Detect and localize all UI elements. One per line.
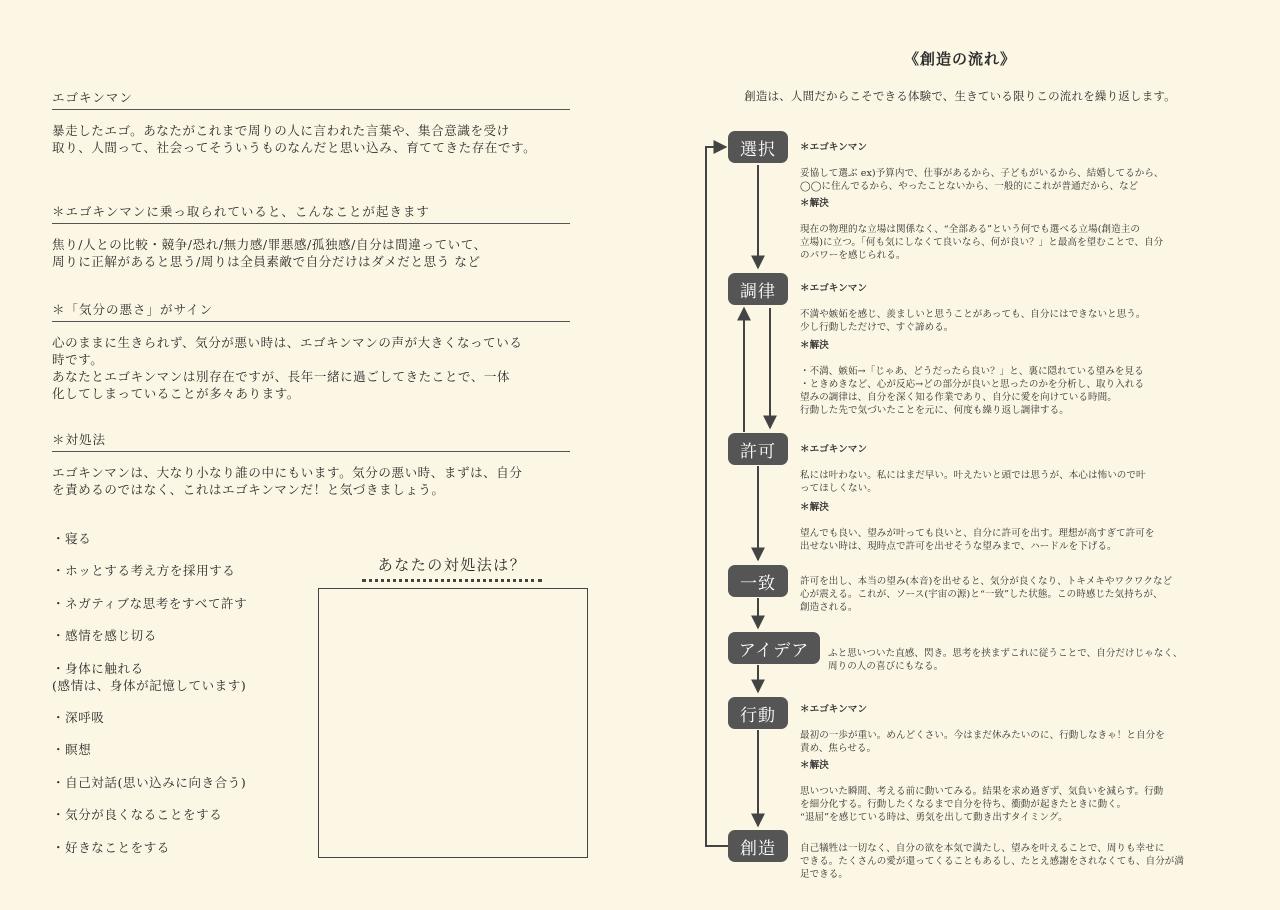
ego-tag: ＊エゴキンマン — [800, 283, 868, 294]
desc-text: 最初の一歩が重い。めんどくさい。今はまだ休みたいのに、行動しなきゃ！と自分を 責め、焦らせる。 — [800, 730, 1165, 754]
allow-solution-desc — [800, 488, 1240, 553]
select-solution-desc — [800, 184, 1240, 262]
tune-solution-desc — [800, 326, 1240, 417]
desc-text: 妥協して選ぶ ex)予算内で、仕事があるから、子どもがいるから、結婚してるから、 ◯◯に住んでるから、やったことないから、一般的にこれが普通だから、など — [800, 168, 1164, 192]
desc-text: 自己犠牲は一切なく、自分の欲を本気で満たし、望みを叶えることで、周りも幸せに できる。たくさんの愛が還ってくることもあるし、たとえ感謝をされなくても、自分が満 足できる。 — [800, 843, 1185, 880]
desc-text: ・不満、嫉妬→「じゃあ、どうだったら良い？」と、裏に隠れている望みを見る ・ときめきなど、心が反応→どの部分が良いと思ったのかを分析し、取り入れる 望みの調律は、自分を深く知る作業であり、自分に愛を向けている時間。 行動した先で気づいたことを元に、何度も繰り返し調律する。 — [800, 366, 1145, 416]
tune-ego-desc — [800, 269, 1240, 334]
flow-subtitle: 創造は、人間だからこそできる体験で、生きている限りこの流れを繰り返します。 — [744, 89, 1176, 103]
ego-tag: ＊エゴキンマン — [800, 444, 868, 455]
desc-text: 許可を出し、本当の望み(本音)を出せると、気分が良くなり、トキメキやワクワクなど 心が震える。これが、ソース(宇宙の源)と“一致”した状態。この時感じた気持ちが、 創造される。 — [800, 576, 1173, 613]
loop-arrow — [706, 147, 728, 846]
answer-box-title: あなたの対処法は？ — [362, 554, 542, 582]
coping-heading: ＊対処法 — [52, 432, 570, 452]
solution-tag: ＊解決 — [800, 340, 829, 351]
desc-text: 不満や嫉妬を感じ、羨ましいと思うことがあっても、自分にはできないと思う。 少し行動しただけで、すぐ諦める。 — [800, 309, 1146, 333]
solution-tag: ＊解決 — [800, 760, 829, 771]
step-create: 創造 — [728, 830, 788, 862]
answer-box[interactable] — [318, 588, 588, 858]
egokinman-heading: エゴキンマン — [52, 90, 570, 110]
tip-item: ・感情を感じ切る — [52, 628, 157, 643]
tip-item: ・ホッとする考え方を採用する — [52, 563, 236, 578]
allow-ego-desc — [800, 430, 1240, 495]
tip-item: ・気分が良くなることをする — [52, 807, 223, 822]
idea-desc — [828, 634, 1268, 673]
takeover-heading: ＊エゴキンマンに乗っ取られていると、こんなことが起きます — [52, 204, 570, 224]
takeover-body: 焦り/人との比較・競争/恐れ/無力感/罪悪感/孤独感/自分は間違っていて、 周りに正解があると思う/周りは全員素敵で自分だけはダメだと思う など — [52, 237, 487, 269]
tip-item: ・深呼吸 — [52, 710, 105, 725]
ego-tag: ＊エゴキンマン — [800, 704, 868, 715]
match-desc — [800, 562, 1240, 614]
tip-item: ・ネガティブな思考をすべて許す — [52, 596, 248, 611]
tip-item: ・身体に触れる (感情は、身体が記憶しています) — [52, 661, 247, 693]
step-select: 選択 — [728, 131, 788, 163]
create-desc — [800, 829, 1240, 881]
flow-title: 《創造の流れ》 — [903, 50, 1016, 68]
tip-item: ・瞑想 — [52, 742, 92, 757]
step-allow: 許可 — [728, 433, 788, 465]
desc-text: 私には叶わない。私にはまだ早い。叶えたいと頭では思うが、本心は怖いので叶 ってほしくない。 — [800, 470, 1146, 494]
desc-text: 現在の物理的な立場は関係なく、“全部ある”という何でも選べる立場(創造主の 立場)に立つ。「何も気にしなくて良いなら、何が良い？」と最高を望むことで、自分 のパワーを感じられる。 — [800, 224, 1164, 261]
solution-tag: ＊解決 — [800, 198, 829, 209]
right-page — [640, 0, 1280, 910]
action-solution-desc — [800, 746, 1240, 824]
coping-body: エゴキンマンは、大なり小なり誰の中にもいます。気分の悪い時、まずは、自分 を責めるのではなく、これはエゴキンマンだ！と気づきましょう。 — [52, 465, 523, 497]
tip-item: ・自己対話(思い込みに向き合う) — [52, 775, 247, 790]
sign-heading: ＊「気分の悪さ」がサイン — [52, 302, 570, 322]
step-idea: アイデア — [728, 632, 820, 664]
step-action: 行動 — [728, 697, 788, 729]
desc-text: 思いついた瞬間、考える前に動いてみる。結果を求め過ぎず、気負いを減らす。行動 を細分化する。行動したくなるまで自分を待ち、衝動が起きたときに動く。 “退屈”を感じている時は、勇気を出して動き出すタイミング。 — [800, 786, 1164, 823]
solution-tag: ＊解決 — [800, 502, 829, 513]
sign-body: 心のままに生きられず、気分が悪い時は、エゴキンマンの声が大きくなっている 時です。 あなたとエゴキンマンは別存在ですが、長年一緒に過ごしてきたことで、一体 化してしまっていることが多々あります。 — [52, 335, 523, 401]
egokinman-body: 暴走したエゴ。あなたがこれまで周りの人に言われた言葉や、集合意識を受け 取り、人間って、社会ってそういうものなんだと思い込み、育ててきた存在です。 — [52, 123, 537, 155]
tip-item: ・好きなことをする — [52, 840, 170, 855]
step-match: 一致 — [728, 565, 788, 597]
desc-text: ふと思いついた直感、閃き。思考を挟まずこれに従うことで、自分だけじゃなく、 周りの人の喜びにもなる。 — [828, 648, 1183, 672]
ego-tag: ＊エゴキンマン — [800, 142, 868, 153]
desc-text: 望んでも良い、望みが叶っても良いと、自分に許可を出す。理想が高すぎて許可を 出せない時は、現時点で許可を出せそうな望みまで、ハードルを下げる。 — [800, 528, 1155, 552]
tip-item: ・寝る — [52, 531, 92, 546]
step-tune: 調律 — [728, 273, 788, 305]
